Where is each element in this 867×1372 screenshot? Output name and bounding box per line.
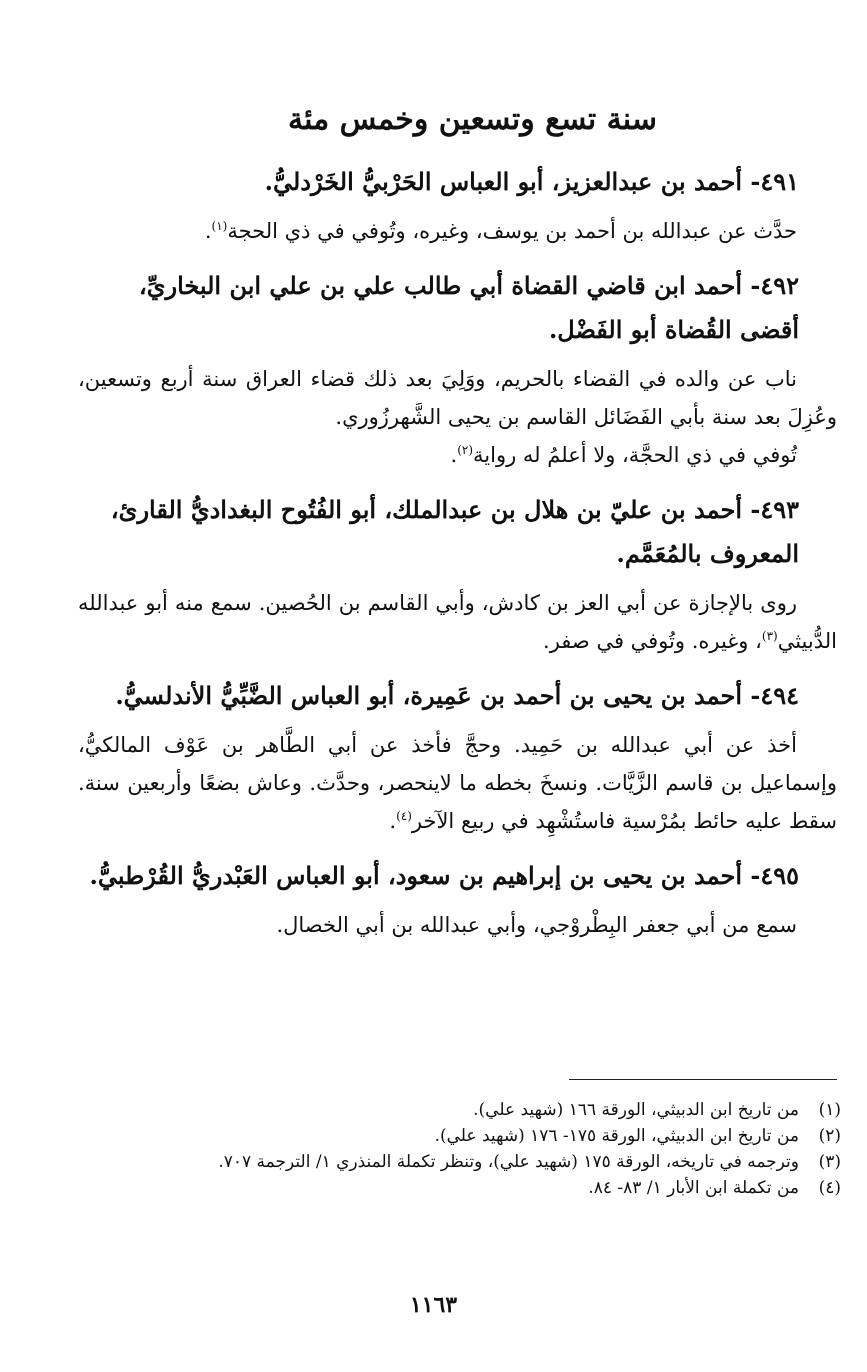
footnote-text: من تكملة ابن الأبار ١/ ٨٣- ٨٤. xyxy=(588,1178,799,1198)
paragraph-tail: . xyxy=(204,219,212,243)
entry-title: أحمد بن يحيى بن إبراهيم بن سعود، أبو العباس العَبْدريُّ القُرْطبيُّ. xyxy=(89,861,742,890)
entry-title: أحمد ابن قاضي القضاة أبي طالب علي بن علي ابن البخاريِّ، أقضى القُضاة أبو الفَضْل. xyxy=(138,271,799,344)
footnote-ref[interactable]: (٣) xyxy=(761,629,778,643)
footnote xyxy=(60,1149,841,1175)
paragraph-text: ناب عن والده في القضاء بالحريم، ووَلِيَ بعد ذلك قضاء العراق سنة أربع وتسعين، وعُزِلَ بعد سنة بأبي الفَضَائل القاسم بن يحيى الشَّهرزُوري. xyxy=(78,367,837,429)
entry-paragraph xyxy=(78,212,837,250)
entry-number: ٤٩٣- xyxy=(750,495,799,524)
entry-491 xyxy=(78,160,837,250)
paragraph-text: أخذ عن أبي عبدالله بن حَمِيد. وحجَّ فأخذ عن أبي الطَّاهر بن عَوْف المالكيُّ، وإسماعيل بن قاسم الزَّيَّات. ونسخَ بخطه ما لاينحصر، وحدَّث. وعاش بضعًا وأربعين سنة. سقط عليه حائط بمُرْسية فاستُشْهِد في ربيع الآخر xyxy=(78,733,837,833)
entry-494 xyxy=(78,674,837,840)
page-number: ١١٦٣ xyxy=(409,1292,458,1318)
footnote xyxy=(60,1123,841,1149)
entry-number: ٤٩٥- xyxy=(750,861,799,890)
entry-title: أحمد بن عبدالعزيز، أبو العباس الحَرْبيُّ الخَرْدليُّ. xyxy=(264,167,742,196)
entry-paragraph xyxy=(78,360,837,436)
paragraph-text: سمع من أبي جعفر البِطْروْجي، وأبي عبدالله بن أبي الخصال. xyxy=(276,913,797,937)
entry-number: ٤٩١- xyxy=(750,167,799,196)
paragraph-text: روى بالإجازة عن أبي العز بن كادش، وأبي القاسم بن الحُصين. سمع منه أبو عبدالله الدُّبيثي xyxy=(78,591,837,653)
entry-title: أحمد بن يحيى بن أحمد بن عَمِيرة، أبو العباس الضَّبِّيُّ الأندلسيُّ. xyxy=(115,681,742,710)
entry-heading xyxy=(78,854,837,898)
entry-heading xyxy=(78,160,837,204)
entry-paragraph xyxy=(78,436,837,474)
entry-paragraph xyxy=(78,906,837,944)
footnote-ref[interactable]: (١) xyxy=(211,219,228,233)
footnotes xyxy=(60,1097,841,1201)
paragraph-text: حدَّث عن عبدالله بن أحمد بن يوسف، وغيره، وتُوفي في ذي الحجة xyxy=(227,219,797,243)
entry-heading xyxy=(78,674,837,718)
paragraph-tail: . xyxy=(450,443,458,467)
entry-492 xyxy=(78,264,837,474)
footnote-divider xyxy=(569,1079,837,1080)
footnote-ref[interactable]: (٤) xyxy=(396,809,412,823)
entry-heading xyxy=(78,264,837,352)
footnote xyxy=(60,1097,841,1123)
paragraph-tail: . xyxy=(389,809,397,833)
entry-title: أحمد بن عليّ بن هلال بن عبدالملك، أبو الفُتُوح البغداديُّ القارئ، المعروف بالمُعَمَّم. xyxy=(110,495,799,568)
footnote-number: (٤) xyxy=(818,1178,841,1198)
paragraph-text: تُوفي في ذي الحجَّة، ولا أعلمُ له رواية xyxy=(473,443,797,467)
footnote-ref[interactable]: (٢) xyxy=(457,443,474,457)
entry-number: ٤٩٤- xyxy=(750,681,799,710)
entry-heading xyxy=(78,488,837,576)
footnote xyxy=(60,1175,841,1201)
footnote-number: (٢) xyxy=(818,1126,841,1146)
entry-493 xyxy=(78,488,837,660)
paragraph-tail: ، وغيره. وتُوفي في صفر. xyxy=(543,629,762,653)
footnote-number: (٣) xyxy=(818,1152,841,1172)
section-title: سنة تسع وتسعين وخمس مئة xyxy=(288,102,657,137)
main-text xyxy=(78,92,837,958)
footnote-text: من تاريخ ابن الدبيثي، الورقة ١٧٥- ١٧٦ (شهيد علي). xyxy=(434,1126,799,1146)
entry-number: ٤٩٢- xyxy=(750,271,799,300)
entry-paragraph xyxy=(78,584,837,660)
footnote-text: وترجمه في تاريخه، الورقة ١٧٥ (شهيد علي)، وتنظر تكملة المنذري ١/ الترجمة ٧٠٧. xyxy=(218,1152,799,1172)
entry-495 xyxy=(78,854,837,944)
entry-paragraph xyxy=(78,726,837,840)
footnote-text: من تاريخ ابن الدبيثي، الورقة ١٦٦ (شهيد علي). xyxy=(473,1100,799,1120)
footnote-number: (١) xyxy=(818,1100,841,1120)
